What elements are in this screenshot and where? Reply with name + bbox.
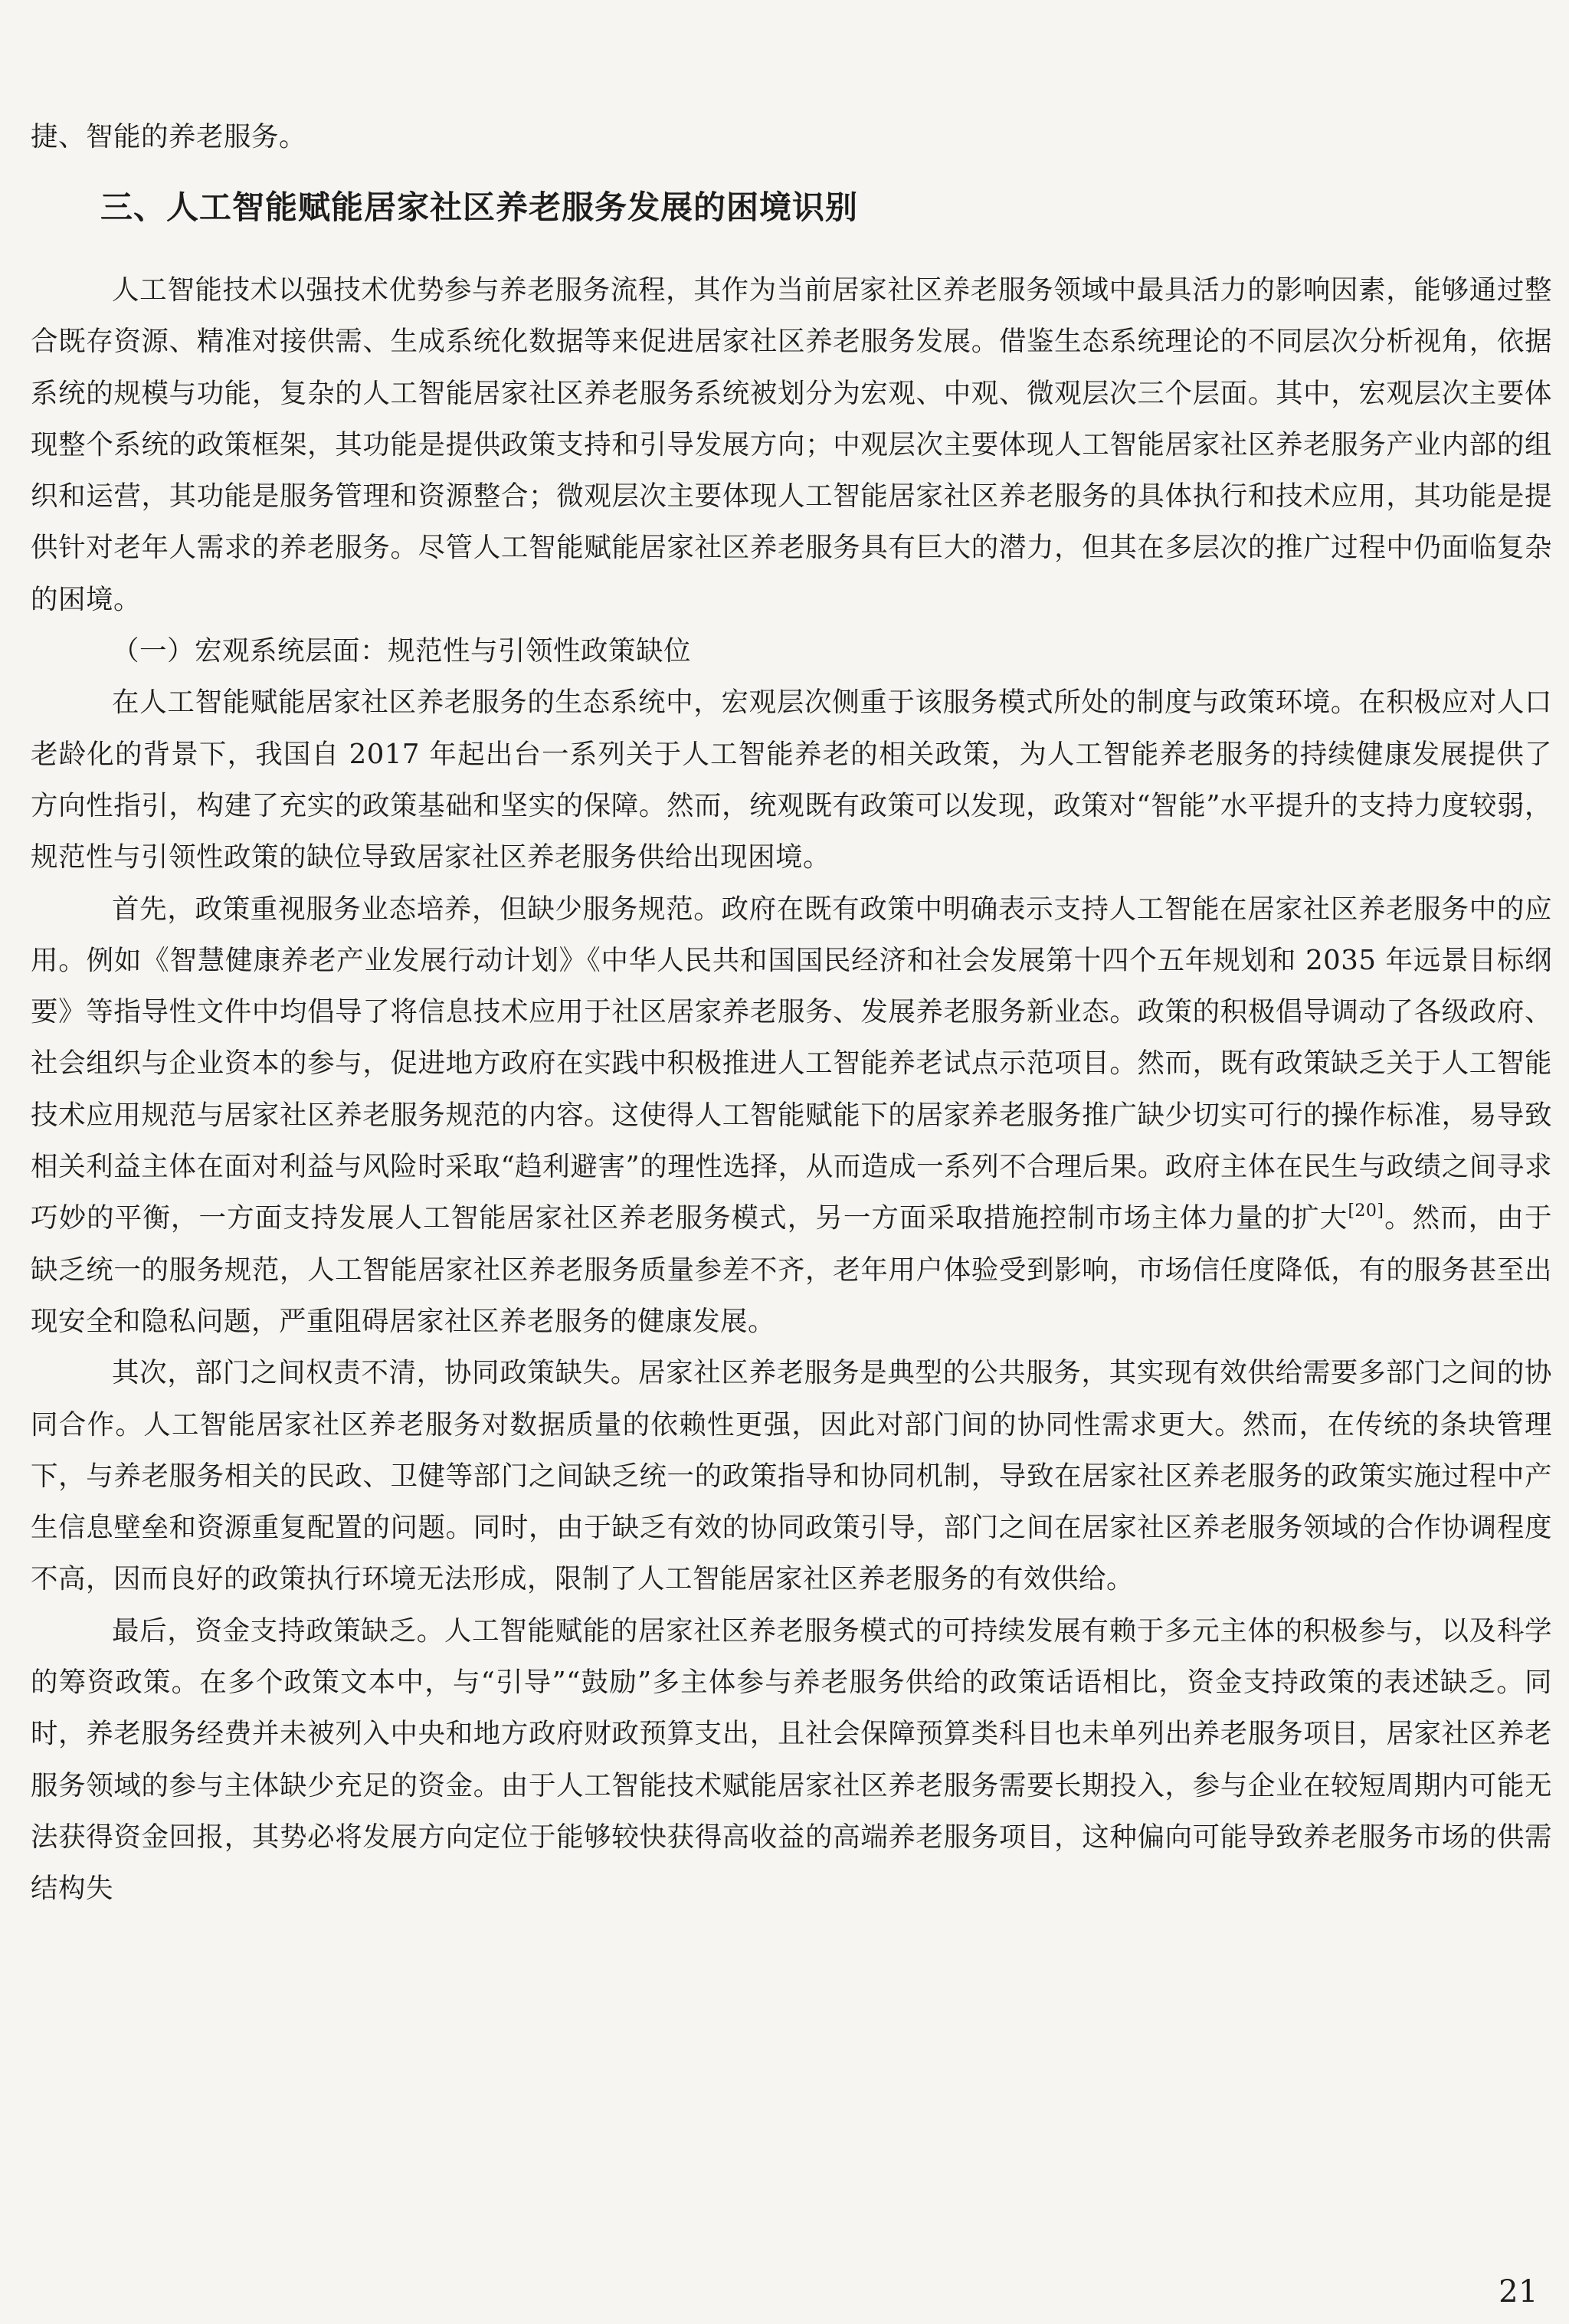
paragraph-4-body: 居家社区养老服务是典型的公共服务，其实现有效供给需要多部门之间的协同合作。人工智能居家社区养老服务对数据质量的依赖性更强，因此对部门间的协同性需求更大。然而，在传统的条块管理下，与养老服务相关的民政、卫健等部门之间缺乏统一的政策指导和协同机制，导致在居家社区养老服务的政策实施过程中产生信息壁垒和资源重复配置的问题。同时，由于缺乏有效的协同政策引导，部门之间在居家社区养老服务领域的合作协调程度不高，因而良好的政策执行环境无法形成，限制了人工智能居家社区养老服务的有效供给。 xyxy=(31,1357,1552,1595)
paragraph-3-body-b: 。然而，由于缺乏统一的服务规范，人工智能居家社区养老服务质量参差不齐，老年用户体验受到影响，市场信任度降低，有的服务甚至出现安全和隐私问题，严重阻碍居家社区养老服务的健康发展。 xyxy=(31,1202,1552,1337)
paragraph-5-lead: 最后，资金支持政策缺乏。 xyxy=(112,1614,444,1647)
paragraph-4-lead: 其次，部门之间权责不清，协同政策缺失。 xyxy=(112,1357,638,1389)
continuation-block xyxy=(31,111,1552,162)
subsection-heading: （一）宏观系统层面：规范性与引领性政策缺位 xyxy=(112,635,692,667)
paragraph-3-lead: 首先，政策重视服务业态培养，但缺少服务规范。 xyxy=(112,893,722,925)
paragraph-4 xyxy=(31,1347,1552,1605)
page-number: 21 xyxy=(1499,2274,1538,2309)
main-text-block xyxy=(31,264,1552,1915)
paragraph-5-body: 人工智能赋能的居家社区养老服务模式的可持续发展有赖于多元主体的积极参与，以及科学的筹资政策。在多个政策文本中，与“引导”“鼓励”多主体参与养老服务供给的政策话语相比，资金支持政策的表述缺乏。同时，养老服务经费并未被列入中央和地方政府财政预算支出，且社会保障预算类科目也未单列出养老服务项目，居家社区养老服务领域的参与主体缺少充足的资金。由于人工智能技术赋能居家社区养老服务需要长期投入，参与企业在较短周期内可能无法获得资金回报，其势必将发展方向定位于能够较快获得高收益的高端养老服务项目，这种偏向可能导致养老服务市场的供需结构失 xyxy=(31,1614,1552,1905)
section-heading: 三、人工智能赋能居家社区养老服务发展的困境识别 xyxy=(100,188,859,226)
continuation-text: 捷、智能的养老服务。 xyxy=(31,121,307,152)
paragraph-3-body-a: 政府在既有政策中明确表示支持人工智能在居家社区养老服务中的应用。例如《智慧健康养老产业发展行动计划》《中华人民共和国国民经济和社会发展第十四个五年规划和 2035 年远景目标纲要》等指导性文件中均倡导了将信息技术应用于社区居家养老服务、发展养老服务新业态。政策的积极倡导调动了各级政府、社会组织与企业资本的参与，促进地方政府在实践中积极推进人工智能养老试点示范项目。然而，既有政策缺乏关于人工智能技术应用规范与居家社区养老服务规范的内容。这使得人工智能赋能下的居家养老服务推广缺少切实可行的操作标准，易导致相关利益主体在面对利益与风险时采取“趋利避害”的理性选择，从而造成一系列不合理后果。政府主体在民生与政绩之间寻求巧妙的平衡，一方面支持发展人工智能居家社区养老服务模式，另一方面采取措施控制市场主体力量的扩大 xyxy=(31,893,1552,1234)
paragraph-1: 人工智能技术以强技术优势参与养老服务流程，其作为当前居家社区养老服务领域中最具活力的影响因素，能够通过整合既存资源、精准对接供需、生成系统化数据等来促进居家社区养老服务发展。借鉴生态系统理论的不同层次分析视角，依据系统的规模与功能，复杂的人工智能居家社区养老服务系统被划分为宏观、中观、微观层次三个层面。其中，宏观层次主要体现整个系统的政策框架，其功能是提供政策支持和引导发展方向；中观层次主要体现人工智能居家社区养老服务产业内部的组织和运营，其功能是服务管理和资源整合；微观层次主要体现人工智能居家社区养老服务的具体执行和技术应用，其功能是提供针对老年人需求的养老服务。尽管人工智能赋能居家社区养老服务具有巨大的潜力，但其在多层次的推广过程中仍面临复杂的困境。 xyxy=(31,274,1552,615)
paragraph-2: 在人工智能赋能居家社区养老服务的生态系统中，宏观层次侧重于该服务模式所处的制度与政策环境。在积极应对人口老龄化的背景下，我国自 2017 年起出台一系列关于人工智能养老的相关政策，为人工智能养老服务的持续健康发展提供了方向性指引，构建了充实的政策基础和坚实的保障。然而，统观既有政策可以发现，政策对“智能”水平提升的支持力度较弱，规范性与引领性政策的缺位导致居家社区养老服务供给出现困境。 xyxy=(31,687,1552,874)
paragraph-3 xyxy=(31,883,1552,1348)
paragraph-5 xyxy=(31,1605,1552,1915)
reference-marker: [20] xyxy=(1348,1201,1384,1221)
